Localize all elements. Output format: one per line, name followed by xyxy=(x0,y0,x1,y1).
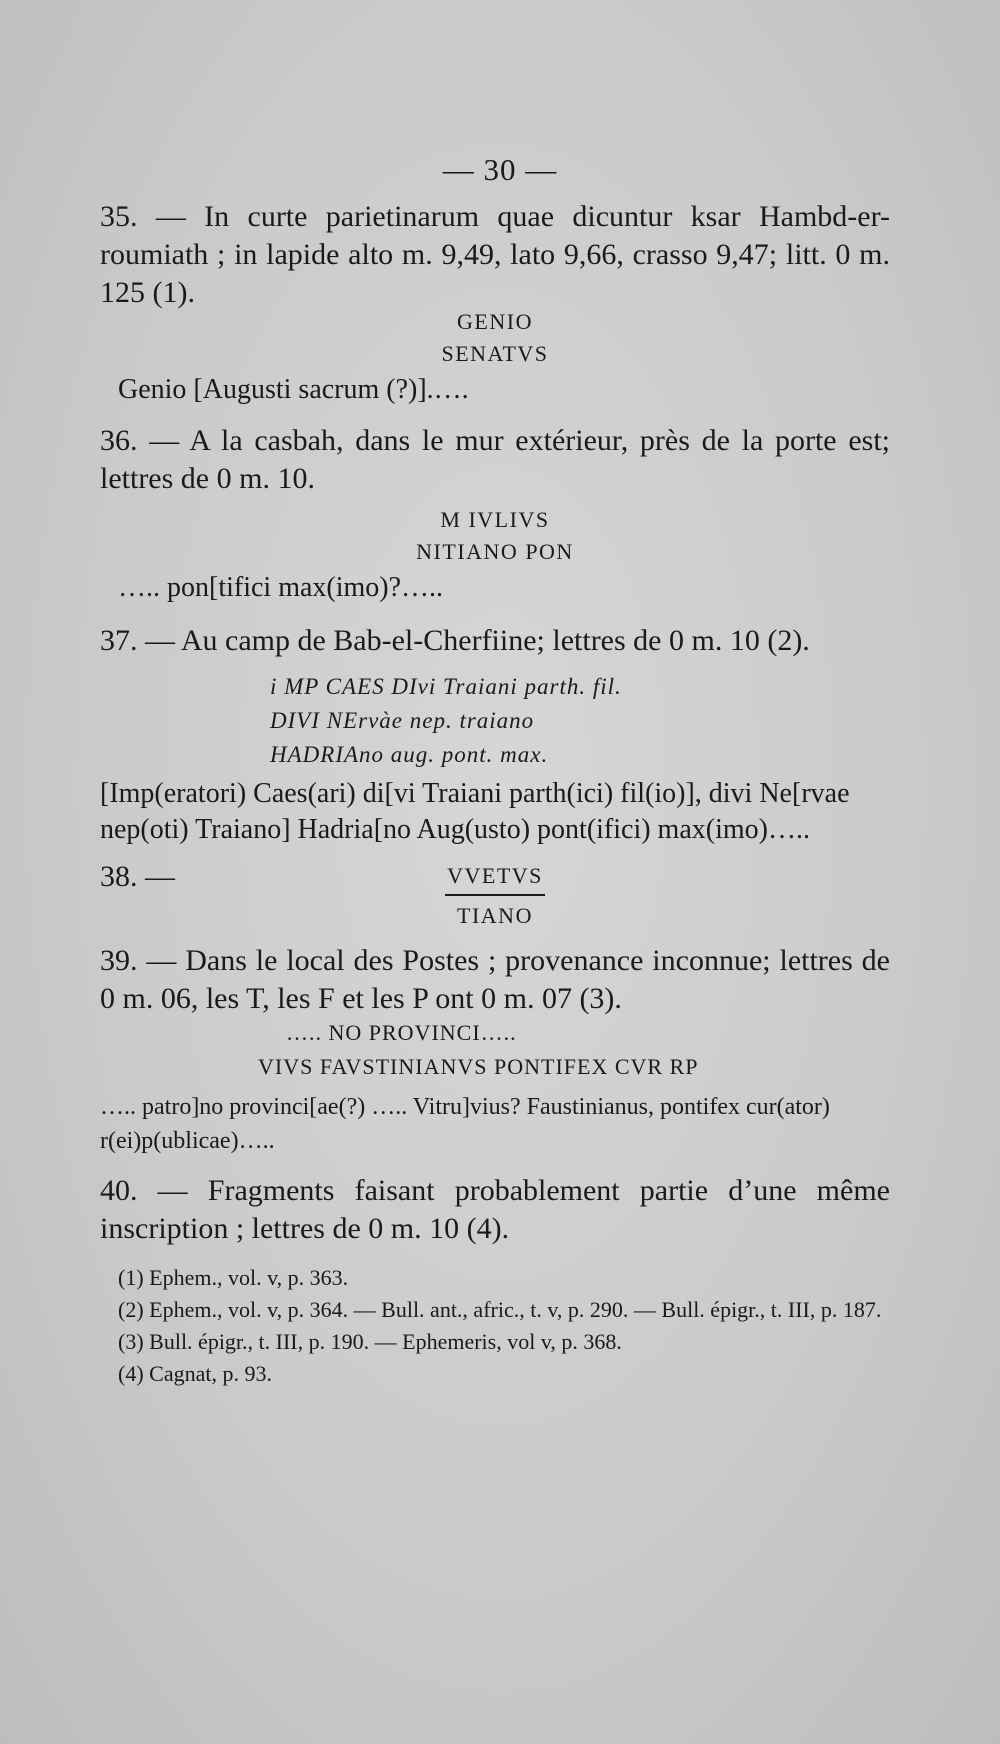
entry-39-inscription xyxy=(258,1016,890,1084)
footnote-4: (4) Cagnat, p. 93. xyxy=(118,1361,272,1386)
footnote-1: (1) Ephem., vol. v, p. 363. xyxy=(118,1265,349,1290)
page-number: — 30 — xyxy=(442,152,558,187)
inscription-line: NITIANO PON xyxy=(416,539,574,564)
fraction-box xyxy=(445,860,545,932)
entry-36-text: 36. — A la casbah, dans le mur extérieur, près de la porte est; lettres de 0 m. 10. xyxy=(100,424,890,495)
entry-37-text: 37. — Au camp de Bab-el-Cherfiine; lettres de 0 m. 10 (2). xyxy=(100,624,810,657)
entry-35-text: 35. — In curte parietinarum quae dicuntur ksar Hambd-er-roumiath ; in lapide alto m. 9,49, lato 9,66, crasso 9,47; litt. 0 m. 125 (1). xyxy=(100,200,890,309)
inscription-line: DIVI NErvàe nep. traiano xyxy=(270,708,535,733)
entry-38-number: 38. — xyxy=(100,860,175,893)
entry-37-inscription xyxy=(270,670,890,772)
inscription-line: GENIO xyxy=(457,309,533,334)
entry-40-text: 40. — Fragments faisant probablement partie d’une même inscription ; lettres de 0 m. 10 (4). xyxy=(100,1174,890,1245)
inscription-line: HADRIAno aug. pont. max. xyxy=(270,742,549,767)
entry-38-inscription xyxy=(100,860,890,932)
inscription-top: VVETVS xyxy=(445,860,545,896)
footnotes xyxy=(118,1262,890,1390)
entry-39-text: 39. — Dans le local des Postes ; provenance inconnue; lettres de 0 m. 06, les T, les F et les P ont 0 m. 07 (3). xyxy=(100,944,890,1015)
entry-37-transcription: [Imp(eratori) Caes(ari) di[vi Traiani parth(ici) fil(io)], divi Ne[rvae nep(oti) Traiano] Hadria[no Aug(usto) pont(ifici) max(imo)….. xyxy=(100,778,850,845)
inscription-line: i MP CAES DIvi Traiani parth. fil. xyxy=(270,674,622,699)
footnote-2: (2) Ephem., vol. v, p. 364. — Bull. ant., afric., t. v, p. 290. — Bull. épigr., t. III, p. 187. xyxy=(118,1297,882,1322)
entry-35-inscription xyxy=(100,306,890,370)
footnote-3: (3) Bull. épigr., t. III, p. 190. — Ephemeris, vol v, p. 368. xyxy=(118,1329,622,1354)
inscription-line: SENATVS xyxy=(441,341,549,366)
entry-36-transcription: ….. pon[tifici max(imo)?….. xyxy=(118,572,444,603)
entry-36-inscription xyxy=(100,504,890,568)
inscription-bottom: TIANO xyxy=(457,903,533,928)
inscription-line: M IVLIVS xyxy=(440,507,550,532)
inscription-line: ….. NO PROVINCI….. xyxy=(286,1020,517,1045)
entry-39-transcription: ….. patro]no provinci[ae(?) ….. Vitru]vius? Faustinianus, pontifex cur(ator) r(ei)p(ublicae)….. xyxy=(100,1094,830,1154)
entry-35-transcription: Genio [Augusti sacrum (?)].…. xyxy=(118,374,469,405)
inscription-line: VIVS FAVSTINIANVS PONTIFEX CVR RP xyxy=(258,1054,699,1079)
